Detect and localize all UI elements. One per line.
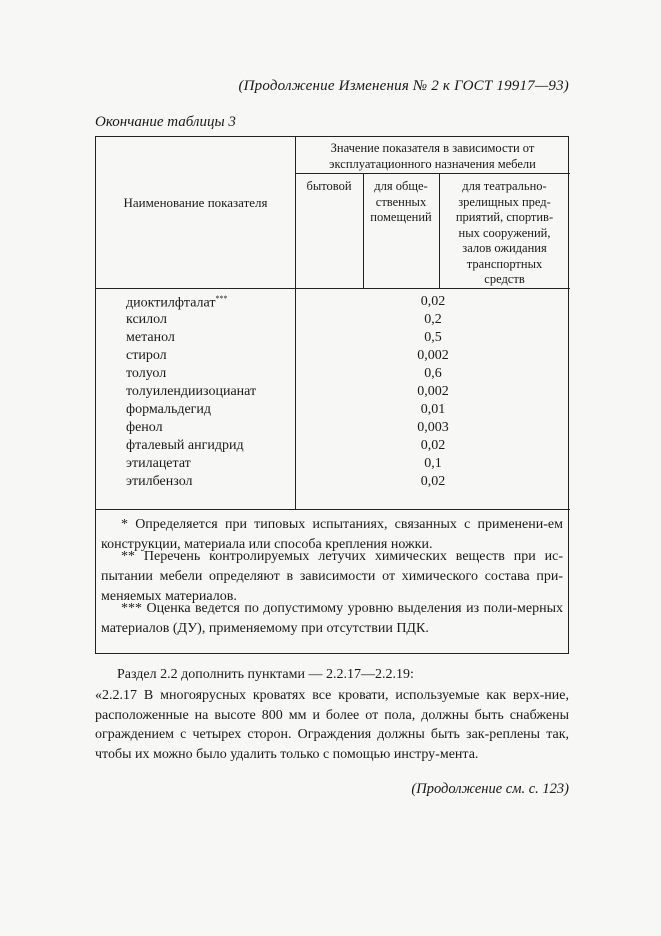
table-row-name (126, 474, 193, 490)
notes-divider (96, 509, 570, 510)
table-row-name (126, 294, 227, 312)
subheader-theatre-line: для театрально- (462, 179, 547, 193)
table-row-value: 0,002 (417, 348, 449, 363)
header-continuation: (Продолжение Изменения № 2 к ГОСТ 19917—93) (238, 78, 569, 94)
group-header (295, 141, 570, 172)
body-paragraph-1: Раздел 2.2 дополнить пунктами — 2.2.17—2.2.19: (117, 667, 414, 682)
table-row-value: 0,02 (420, 474, 446, 489)
row-name-text: метанол (126, 330, 175, 345)
table-note: ** Перечень контролируемых летучих химических веществ при ис-пытании мебели определяют в зависимости от химического состава при-меняемых материалов. (101, 549, 563, 604)
group-header-line1: Значение показателя в зависимости от (330, 141, 535, 155)
table-row-value: 0,02 (420, 438, 446, 453)
table-row-value: 0,01 (420, 402, 446, 417)
row-name-text: фталевый ангидрид (126, 438, 244, 453)
table-row-value: 0,1 (424, 456, 442, 471)
table-row-value: 0,5 (424, 330, 442, 345)
group-header-divider (295, 173, 570, 174)
table-row-name (126, 438, 244, 454)
header-bottom-line (96, 288, 570, 289)
subheader-public (363, 179, 439, 226)
subheader-theatre-line: зрелищных пред- (458, 194, 551, 209)
subheader-theatre-line: ных сооружений, (458, 225, 551, 240)
footer-continuation: (Продолжение см. с. 123) (411, 781, 569, 797)
row-name-text: этилбензол (126, 474, 193, 489)
col-name-header: Наименование показателя (123, 195, 268, 210)
row-name-text: этилацетат (126, 456, 191, 471)
subheader-theatre-line: транспортных (466, 256, 543, 271)
row-name-text: ксилол (126, 312, 167, 327)
table-row-name (126, 330, 175, 346)
table-row-name (126, 420, 163, 436)
subheader-theatre (439, 179, 570, 288)
body-paragraph-2: «2.2.17 В многоярусных кроватях все кровати, используемые как верх-ние, расположенные на высоте 800 мм и более от пола, должны быть снабжены ограждением с четырех сторон. Ограждения должны быть зак-реплены так, чтобы их можно было удалить только с помощью инстру-мента. (95, 688, 569, 762)
subheader-theatre-line: залов ожидания (462, 241, 547, 255)
table-row-value: 0,6 (424, 366, 442, 381)
table-row-value: 0,003 (417, 420, 449, 435)
group-header-line2: эксплуатационного назначения мебели (329, 156, 536, 171)
table-row-name (126, 366, 166, 382)
table-caption: Окончание таблицы 3 (95, 114, 236, 130)
row-name-text: толуилендиизоцианат (126, 384, 257, 399)
table-row-name (126, 402, 211, 418)
subheader-public-line2: ственных (375, 194, 427, 209)
table-row-value: 0,2 (424, 312, 442, 327)
table-note: *** Оценка ведется по допустимому уровню выделения из поли-мерных материалов (ДУ), применяемому при отсутствии ПДК. (101, 601, 563, 636)
table-row-name (126, 312, 167, 328)
row-name-text: диоктилфталат (126, 295, 216, 311)
table-note: * Определяется при типовых испытаниях, связанных с применени-ем конструкции, материала или способа крепления ножки. (101, 517, 563, 552)
footnote-marker: *** (215, 294, 228, 303)
table-row-name (126, 348, 167, 364)
subheader-theatre-line: приятий, спортив- (455, 210, 554, 224)
row-name-text: стирол (126, 348, 167, 363)
row-name-text: толуол (126, 366, 167, 381)
row-name-text: фенол (126, 420, 163, 435)
table-row-value: 0,002 (417, 384, 449, 399)
subheader-public-line1: для обще- (374, 179, 428, 193)
subheader-household: бытовой (306, 179, 352, 193)
table-row-name (126, 456, 191, 472)
table-row-name (126, 384, 256, 400)
row-name-text: формальдегид (126, 402, 212, 417)
data-table (95, 136, 569, 654)
table-row-value: 0,02 (420, 294, 446, 309)
subheader-theatre-line: средств (484, 272, 525, 286)
subheader-public-line3: помещений (370, 210, 432, 224)
